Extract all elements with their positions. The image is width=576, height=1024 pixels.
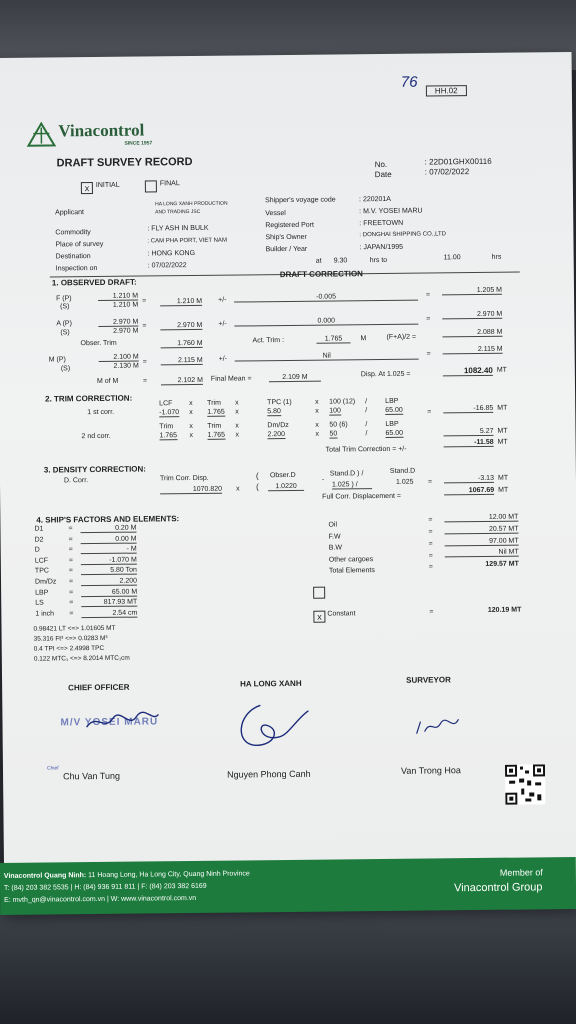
equals-sign: = — [428, 516, 433, 524]
trim-formula-cell: 50 — [329, 430, 338, 438]
factor-value: - M — [81, 546, 137, 555]
total-trim-label: Total Trim Correction = +/- — [325, 445, 407, 454]
as-label: (S) — [60, 329, 70, 337]
place-label: Place of survey — [55, 240, 104, 249]
stand-d2-value: 1.025 — [395, 478, 414, 486]
obs-trim: 1.760 M — [161, 340, 203, 348]
applicant-value-1: HA LONG XANH PRODUCTION — [155, 200, 228, 208]
full-corr-value: 1067.69 — [444, 487, 494, 496]
a-result: 2.970 M — [442, 311, 502, 320]
trim-formula-cell: x — [189, 431, 194, 440]
since-text: SINCE 1957 — [124, 140, 153, 147]
fp-label: F (P) — [56, 295, 72, 303]
trim-formula-cell: / — [365, 407, 368, 415]
trim-formula-cell: TPC (1) — [267, 398, 292, 407]
paren-open: ( — [255, 471, 259, 481]
fs-label: (S) — [60, 303, 70, 311]
trim-formula-cell: x — [189, 399, 193, 408]
vessel-label: Vessel — [265, 210, 286, 218]
halong-signature-icon — [230, 695, 311, 756]
equals-sign: = — [68, 567, 74, 575]
no-value: : 22D01GHX00116 — [424, 156, 492, 167]
m-mean: 2.115 M — [161, 357, 203, 365]
applicant-label: Applicant — [55, 209, 84, 217]
total-elements-value: 129.57 MT — [485, 560, 519, 568]
trim-formula-cell: Trim — [207, 422, 222, 430]
surveyor-title: SURVEYOR — [406, 675, 451, 685]
equals-sign: = — [69, 610, 74, 618]
vinacontrol-logo-icon — [26, 121, 56, 147]
fa2-label: (F+A)/2 = — [386, 333, 417, 341]
no-label: No. — [374, 159, 388, 170]
owner-label: Ship's Owner — [265, 233, 307, 242]
chief-signature-icon — [82, 708, 162, 735]
final-label: FINAL — [159, 180, 180, 188]
equals-sign: = — [428, 540, 433, 548]
f-correction: -0.005 — [234, 293, 418, 303]
factor-value: 2.200 — [81, 578, 137, 587]
date-label: Date — [374, 169, 392, 180]
trim-formula-cell: -1.070 — [159, 409, 180, 417]
disp-unit: MT — [496, 366, 507, 374]
footer-office-name: Vinacontrol Quang Ninh: — [3, 872, 87, 880]
oil-value: 12.00 MT — [444, 514, 518, 523]
unit-mt: MT — [498, 486, 509, 494]
initial-checkbox[interactable]: x — [81, 182, 93, 194]
place-value: : CAM PHA PORT, VIET NAM — [147, 237, 227, 245]
company-name: Vinacontrol — [58, 120, 145, 141]
handwritten-mark: 76 — [400, 73, 418, 91]
registered-port-value: : FREETOWN — [359, 219, 404, 228]
equals-sign: = — [142, 377, 148, 385]
trim-formula-cell: / — [365, 430, 368, 438]
factor-key: LCF — [34, 557, 49, 565]
disp-value: 1082.40 — [443, 366, 493, 377]
inspection-label: Inspection on — [55, 264, 98, 273]
equals-sign: = — [69, 599, 74, 607]
bw-value: 97.00 MT — [445, 538, 519, 547]
factor-key: D2 — [34, 536, 44, 544]
owner-value: : DONGHAI SHIPPING CO.,LTD — [359, 231, 447, 239]
as-value: 2.970 M — [113, 327, 139, 335]
section-ship-factors: 4. SHIP'S FACTORS AND ELEMENTS: — [36, 514, 180, 525]
equals-sign: = — [68, 546, 73, 554]
ms-label: (S) — [60, 365, 71, 373]
vessel-value: : M.V. YOSEI MARU — [359, 207, 423, 216]
factor-value: 65.00 M — [81, 588, 137, 597]
builder-value: : JAPAN/1995 — [359, 243, 404, 252]
tcd-value: 1070.820 — [160, 486, 222, 495]
final-mean: 2.109 M — [269, 374, 321, 383]
section-trim-correction: 2. TRIM CORRECTION: — [45, 393, 133, 404]
footer-member-of: Member of — [499, 867, 543, 878]
trim-formula-cell: / — [365, 421, 368, 429]
ap-value: 2.970 M — [98, 319, 138, 327]
obs-trim-label: Obser. Trim — [80, 339, 117, 348]
plusminus-sign: +/- — [218, 296, 227, 304]
at-time: 9.30 — [333, 257, 348, 265]
qr-code-icon[interactable] — [505, 764, 545, 804]
factor-key: LBP — [35, 589, 49, 597]
equals-sign: = — [428, 563, 434, 571]
factor-value: 0.00 M — [81, 535, 137, 544]
trim-formula-cell: 100 (12) — [329, 398, 356, 406]
dcorr-label: D. Corr. — [63, 477, 89, 485]
conversion-line: 0.122 MTC₁ <=> 8.2014 MTC₁cm — [33, 654, 130, 663]
factor-value: 0.20 M — [80, 525, 136, 534]
equals-sign: = — [68, 557, 73, 565]
unit-mt: MT — [497, 427, 508, 435]
full-corr-label: Full Corr. Displacement = — [322, 492, 401, 501]
total-elements-label: Total Elements — [328, 567, 375, 575]
background-bottom — [0, 905, 576, 1024]
equals-sign: = — [69, 588, 74, 596]
equals-sign: = — [426, 315, 431, 323]
equals-sign: = — [427, 408, 432, 416]
date-value: : 07/02/2022 — [424, 167, 470, 177]
trim-formula-cell: Trim — [159, 423, 174, 431]
equals-sign: = — [429, 608, 434, 616]
destination-label: Destination — [55, 253, 91, 261]
vessel-stamp: M/V YOSEI MARU — [60, 716, 159, 729]
equals-sign: = — [427, 478, 433, 486]
survey-document — [0, 52, 576, 913]
trim-formula-cell: 65.00 — [385, 406, 403, 414]
at-label: at — [315, 257, 322, 265]
conversion-line: 35.316 Ft³ <=> 0.0283 M³ — [33, 634, 108, 643]
final-mean-label: Final Mean = — [210, 375, 252, 383]
footer-group: Vinacontrol Group — [453, 881, 543, 895]
unit-mt: MT — [497, 438, 508, 446]
hrs-to: hrs to — [369, 256, 388, 265]
trim-formula-cell: x — [235, 399, 239, 407]
total-trim-value: -11.58 — [444, 439, 494, 448]
stand-d2-label: Stand.D — [389, 467, 416, 475]
equals-sign: = — [428, 528, 433, 536]
ms-value: 2.130 M — [113, 362, 139, 370]
trim-formula-cell: LBP — [385, 397, 399, 405]
fw-value: 20.57 MT — [444, 526, 518, 535]
trim-formula-cell: x — [235, 408, 239, 416]
obs-d-value: 1.0220 — [268, 483, 304, 491]
act-trim-label: Act. Trim : — [252, 337, 285, 345]
mp-value: 2.100 M — [99, 354, 139, 362]
commodity-value: : FLY ASH IN BULK — [147, 224, 209, 233]
trim-formula-cell: x — [315, 421, 319, 429]
f-result: 1.205 M — [442, 287, 502, 296]
constant-label: Constant — [327, 610, 356, 618]
stand-d-value: 1.025 ) / — [332, 481, 372, 489]
trim-formula-cell: x — [315, 398, 319, 406]
minus-sign: - — [321, 476, 325, 484]
m-result: 2.115 M — [443, 346, 503, 355]
a-correction: 0.000 — [234, 317, 418, 327]
act-trim-unit: M — [360, 335, 367, 343]
paren-open: ( — [255, 482, 259, 492]
trim-formula-cell: 65.00 — [385, 429, 404, 437]
factor-key: D — [34, 546, 40, 554]
chief-officer-name: Chu Van Tung — [63, 770, 120, 782]
trim-formula-cell: / — [365, 398, 368, 406]
stand-d-label: Stand.D ) / — [329, 470, 364, 478]
ap-label: A (P) — [56, 320, 72, 328]
factor-key: 1 inch — [35, 610, 55, 618]
draft-correction-title: DRAFT CORRECTION — [279, 269, 363, 280]
stamp-tiny-text: Chief — [46, 765, 59, 772]
trim-formula-cell: x — [235, 431, 240, 439]
factor-key: TPC — [34, 567, 49, 576]
other-cargoes-label: Other cargoes — [328, 556, 374, 564]
equals-sign: = — [426, 350, 431, 358]
surveyor-name: Van Trong Hoa — [400, 765, 461, 776]
disp-label: Disp. At 1.025 = — [360, 370, 411, 379]
trim-formula-cell: Trim — [207, 399, 221, 407]
conversion-line: 0.98421 LT <=> 1.01605 MT — [33, 624, 116, 633]
other-value: Nil MT — [445, 549, 519, 558]
end-time: 11.00 — [443, 254, 461, 262]
final-checkbox[interactable] — [145, 180, 157, 192]
equals-sign: = — [142, 297, 147, 305]
first-corr-result: -16.85 — [443, 405, 493, 414]
destination-value: : HONG KONG — [147, 249, 196, 258]
section-density-correction: 3. DENSITY CORRECTION: — [43, 464, 146, 475]
second-corr-label: 2 nd corr. — [81, 432, 111, 441]
section-observed-draft: 1. OBSERVED DRAFT: — [51, 277, 137, 288]
equals-sign: = — [68, 535, 73, 543]
factor-value: -1.070 M — [81, 556, 137, 565]
first-corr-label: 1 st corr. — [87, 408, 115, 417]
constant-value: 120.19 MT — [487, 606, 522, 614]
fs-value: 1.210 M — [112, 301, 139, 309]
inspection-value: : 07/02/2022 — [147, 262, 187, 270]
f-mean: 1.210 M — [160, 298, 202, 306]
times-sign: x — [236, 485, 240, 493]
voyage-value: : 220201A — [359, 195, 391, 204]
obs-d-label: Obser.D — [269, 471, 296, 480]
trim-formula-cell: 2.200 — [267, 431, 286, 439]
plusminus-sign: +/- — [218, 355, 228, 363]
mom-value: 2.102 M — [161, 377, 203, 385]
trim-formula-cell: Dm/Dz — [267, 421, 289, 430]
act-trim: 1.765 — [316, 335, 350, 343]
initial-label: INITIAL — [95, 181, 120, 189]
second-corr-result: 5.27 — [443, 428, 493, 437]
empty-checkbox[interactable] — [313, 587, 325, 599]
trim-formula-cell: LCF — [159, 400, 173, 408]
trim-formula-cell: 100 — [329, 407, 341, 415]
trim-formula-cell: 50 (6) — [329, 421, 348, 429]
trim-formula-cell: x — [235, 422, 239, 430]
builder-label: Builder / Year — [265, 245, 308, 254]
fw-label: F.W — [328, 533, 341, 541]
trim-formula-cell: x — [315, 407, 319, 415]
trim-formula-cell: x — [189, 408, 193, 417]
unit-mt: MT — [497, 404, 508, 412]
trim-formula-cell: 1.765 — [207, 408, 225, 416]
footer-phones: T: (84) 203 382 5535 | H: (84) 936 911 811 | F: (84) 203 382 6169 — [3, 882, 207, 892]
footer — [0, 857, 576, 915]
equals-sign: = — [68, 525, 73, 533]
factor-key: Dm/Dz — [34, 578, 57, 586]
surveyor-signature-icon — [412, 713, 462, 740]
fa2-value: 2.088 M — [442, 329, 502, 338]
commodity-label: Commodity — [55, 229, 91, 237]
equals-sign: = — [428, 552, 433, 560]
conversion-line: 0.4 TPI <=> 2.4998 TPC — [33, 644, 105, 653]
registered-port-label: Registered Port — [265, 221, 314, 230]
equals-sign: = — [142, 322, 147, 330]
factor-value: 817.93 MT — [81, 599, 137, 608]
m-correction: Nil — [235, 352, 419, 362]
equals-sign: = — [68, 578, 74, 586]
trim-formula-cell: 1.765 — [207, 431, 226, 439]
chief-officer-title: CHIEF OFFICER — [68, 682, 130, 693]
page-title: DRAFT SURVEY RECORD — [56, 155, 193, 170]
unit-mt: MT — [497, 474, 509, 482]
halong-name: Nguyen Phong Canh — [227, 768, 311, 780]
voyage-label: Shipper's voyage code — [265, 196, 336, 205]
trim-formula-cell: 5.80 — [267, 408, 281, 416]
density-result: -3.13 — [444, 475, 494, 484]
equals-sign: = — [142, 358, 147, 366]
a-mean: 2.970 M — [160, 322, 202, 330]
constant-checkbox[interactable]: x — [313, 611, 325, 623]
plusminus-sign: +/- — [218, 320, 227, 328]
trim-formula-cell: LBP — [385, 420, 399, 428]
factor-key: LS — [35, 599, 44, 607]
hrs-label: hrs — [491, 253, 502, 261]
factor-value: 5.80 Ton — [81, 567, 137, 576]
factor-key: D1 — [34, 525, 44, 533]
oil-label: Oil — [328, 521, 338, 529]
footer-address — [4, 870, 250, 880]
mom-label: M of M — [96, 377, 119, 385]
trim-formula-cell: x — [315, 430, 320, 438]
trim-formula-cell: x — [189, 422, 193, 431]
tcd-label: Trim Corr. Disp. — [159, 474, 209, 483]
mp-label: M (P) — [48, 356, 66, 364]
trim-formula-cell: 1.765 — [159, 432, 178, 440]
footer-contacts: E: mvth_qn@vinacontrol.com.vn | W: www.vinacontrol.com.vn — [4, 894, 197, 904]
halong-title: HA LONG XANH — [240, 678, 302, 689]
form-code: HH.02 — [426, 85, 467, 96]
footer-address-text: 11 Hoang Long, Ha Long City, Quang Ninh Province — [86, 870, 250, 880]
applicant-value-2: AND TRADING JSC — [155, 208, 201, 216]
factor-value: 2.54 cm — [81, 609, 137, 618]
bw-label: B.W — [328, 544, 342, 552]
fp-value: 1.210 M — [98, 293, 138, 301]
equals-sign: = — [426, 291, 431, 299]
